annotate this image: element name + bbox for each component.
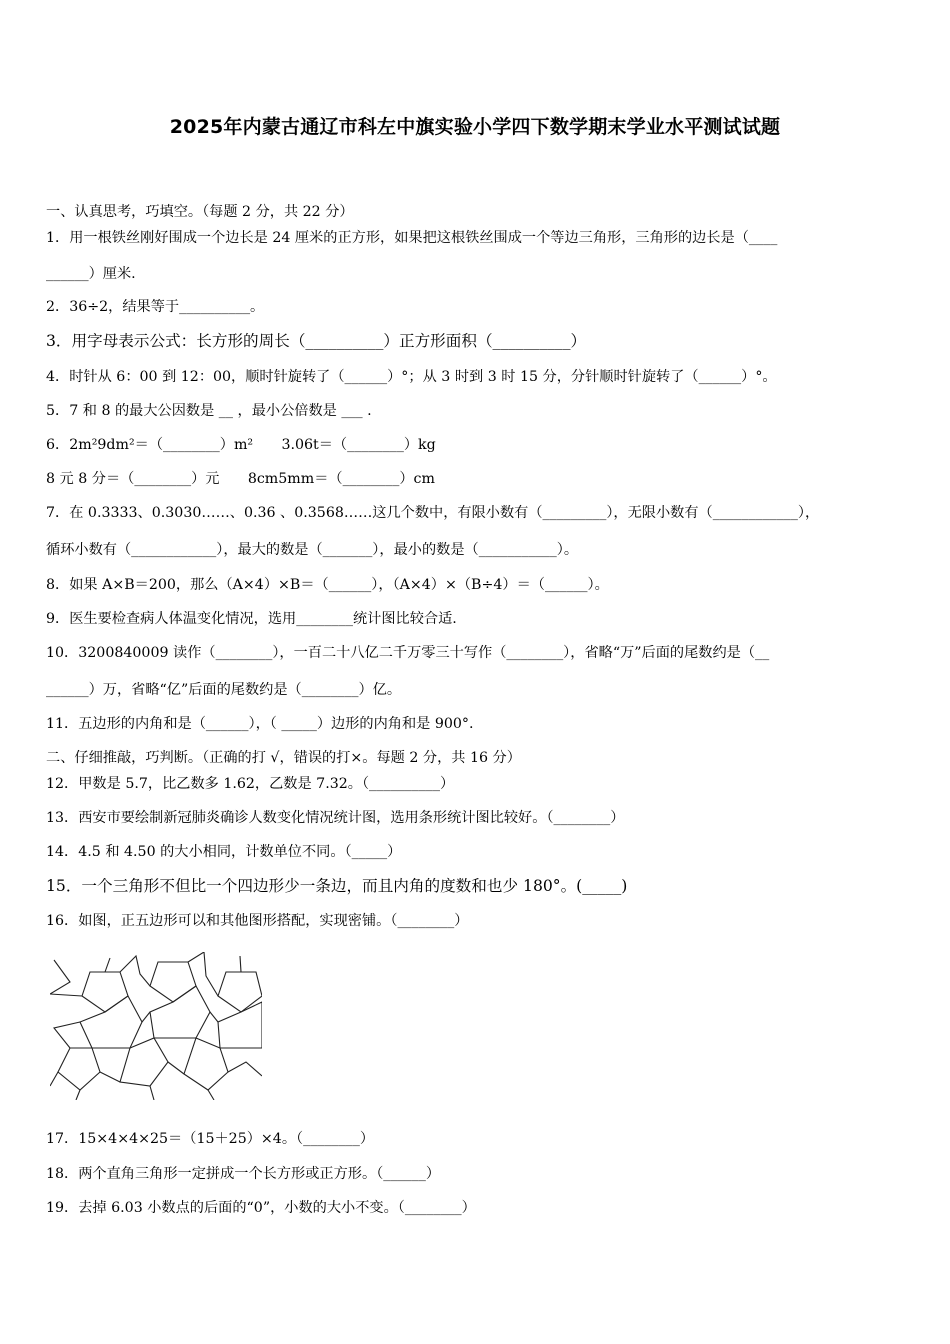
section-2-heading: 二、仔细推敲，巧判断。（正确的打 √，错误的打×。每题 2 分，共 16 分） — [46, 750, 521, 766]
pentagon — [218, 1002, 262, 1048]
star-edge — [76, 1090, 80, 1100]
star-edge — [210, 1012, 218, 1022]
star-edge — [100, 1072, 120, 1082]
question-3: 3．用字母表示公式：长方形的周长（__________）正方形面积（__________） — [46, 332, 587, 350]
star-edge — [240, 956, 241, 972]
question-7-line-1: 7．在 0.3333、0.3030……、0.36 、0.3568……这几个数中，有限小数有（_________），无限小数有（____________）， — [46, 505, 820, 521]
question-19: 19．去掉 6.03 小数点的后面的“0”，小数的大小不变。（________） — [46, 1200, 476, 1216]
question-11: 11．五边形的内角和是（______），（ _____）边形的内角和是 900°. — [46, 716, 474, 732]
pentagon-tessellation-figure — [50, 952, 262, 1100]
question-8: 8．如果 A×B＝200，那么（A×4）×B＝（______），（A×4）×（B÷4）＝（______）。 — [46, 577, 609, 593]
star-edge — [54, 1022, 80, 1048]
question-12: 12．甲数是 5.7，比乙数多 1.62，乙数是 7.32。（__________） — [46, 776, 455, 792]
question-5: 5．7 和 8 的最大公因数是 __ ，最小公倍数是 ___ . — [46, 403, 372, 419]
question-13: 13．西安市要绘制新冠肺炎确诊人数变化情况统计图，选用条形统计图比较好。（________） — [46, 810, 625, 826]
star-edge — [150, 1086, 154, 1100]
star-edge — [50, 1072, 58, 1086]
pentagon — [218, 972, 262, 1012]
pentagon — [150, 962, 196, 1002]
star-edge — [120, 956, 150, 986]
section-1-heading: 一、认真思考，巧填空。（每题 2 分，共 22 分） — [46, 204, 354, 220]
question-10-line-2: ______）万，省略“亿”后面的尾数约是（________）亿。 — [46, 682, 402, 698]
star-edge — [142, 1012, 150, 1022]
star-edge — [50, 960, 82, 996]
question-16: 16．如图，正五边形可以和其他图形搭配，实现密铺。（________） — [46, 913, 469, 929]
star-edge — [105, 958, 110, 972]
pentagon — [120, 1038, 168, 1086]
question-9: 9．医生要检查病人体温变化情况，选用________统计图比较合适. — [46, 611, 457, 627]
pentagon — [58, 1048, 100, 1090]
star-edge — [228, 1062, 262, 1076]
question-4: 4．时针从 6：00 到 12：00，顺时针旋转了（______）°；从 3 时到 3 时 15 分，分针顺时针旋转了（______）°。 — [46, 369, 777, 385]
pentagon — [184, 1038, 228, 1090]
pentagon — [82, 972, 128, 1012]
question-2: 2．36÷2，结果等于__________。 — [46, 299, 265, 315]
document-title: 2025年内蒙古通辽市科左中旗实验小学四下数学期末学业水平测试试题 — [169, 116, 781, 138]
question-15: 15．一个三角形不但比一个四边形少一条边，而且内角的度数和也少 180°。(_____) — [46, 877, 628, 895]
question-18: 18．两个直角三角形一定拼成一个长方形或正方形。（______） — [46, 1166, 441, 1182]
star-edge — [168, 1062, 184, 1074]
star-edge — [208, 1090, 214, 1100]
question-1-line-2: ______）厘米. — [46, 266, 136, 282]
pentagon — [150, 986, 210, 1038]
pentagon — [80, 996, 142, 1048]
question-6-line-2: 8 元 8 分＝（________）元 8cm5mm＝（________）cm — [46, 471, 435, 487]
question-10-line-1: 10．3200840009 读作（________），一百二十八亿二千万零三十写作（________），省略“万”后面的尾数约是（__ — [46, 645, 770, 661]
question-1-line-1: 1．用一根铁丝刚好围成一个边长是 24 厘米的正方形，如果把这根铁丝围成一个等边三角形，三角形的边长是（____ — [46, 230, 778, 246]
question-7-line-2: 循环小数有（____________），最大的数是（_______），最小的数是（___________）。 — [46, 542, 579, 558]
question-6-line-1: 6．2m²9dm²＝（________）m² 3.06t＝（________）kg — [46, 437, 436, 453]
question-14: 14．4.5 和 4.50 的大小相同，计数单位不同。（_____） — [46, 844, 402, 860]
question-17: 17．15×4×4×25＝（15＋25）×4。（________） — [46, 1131, 375, 1147]
